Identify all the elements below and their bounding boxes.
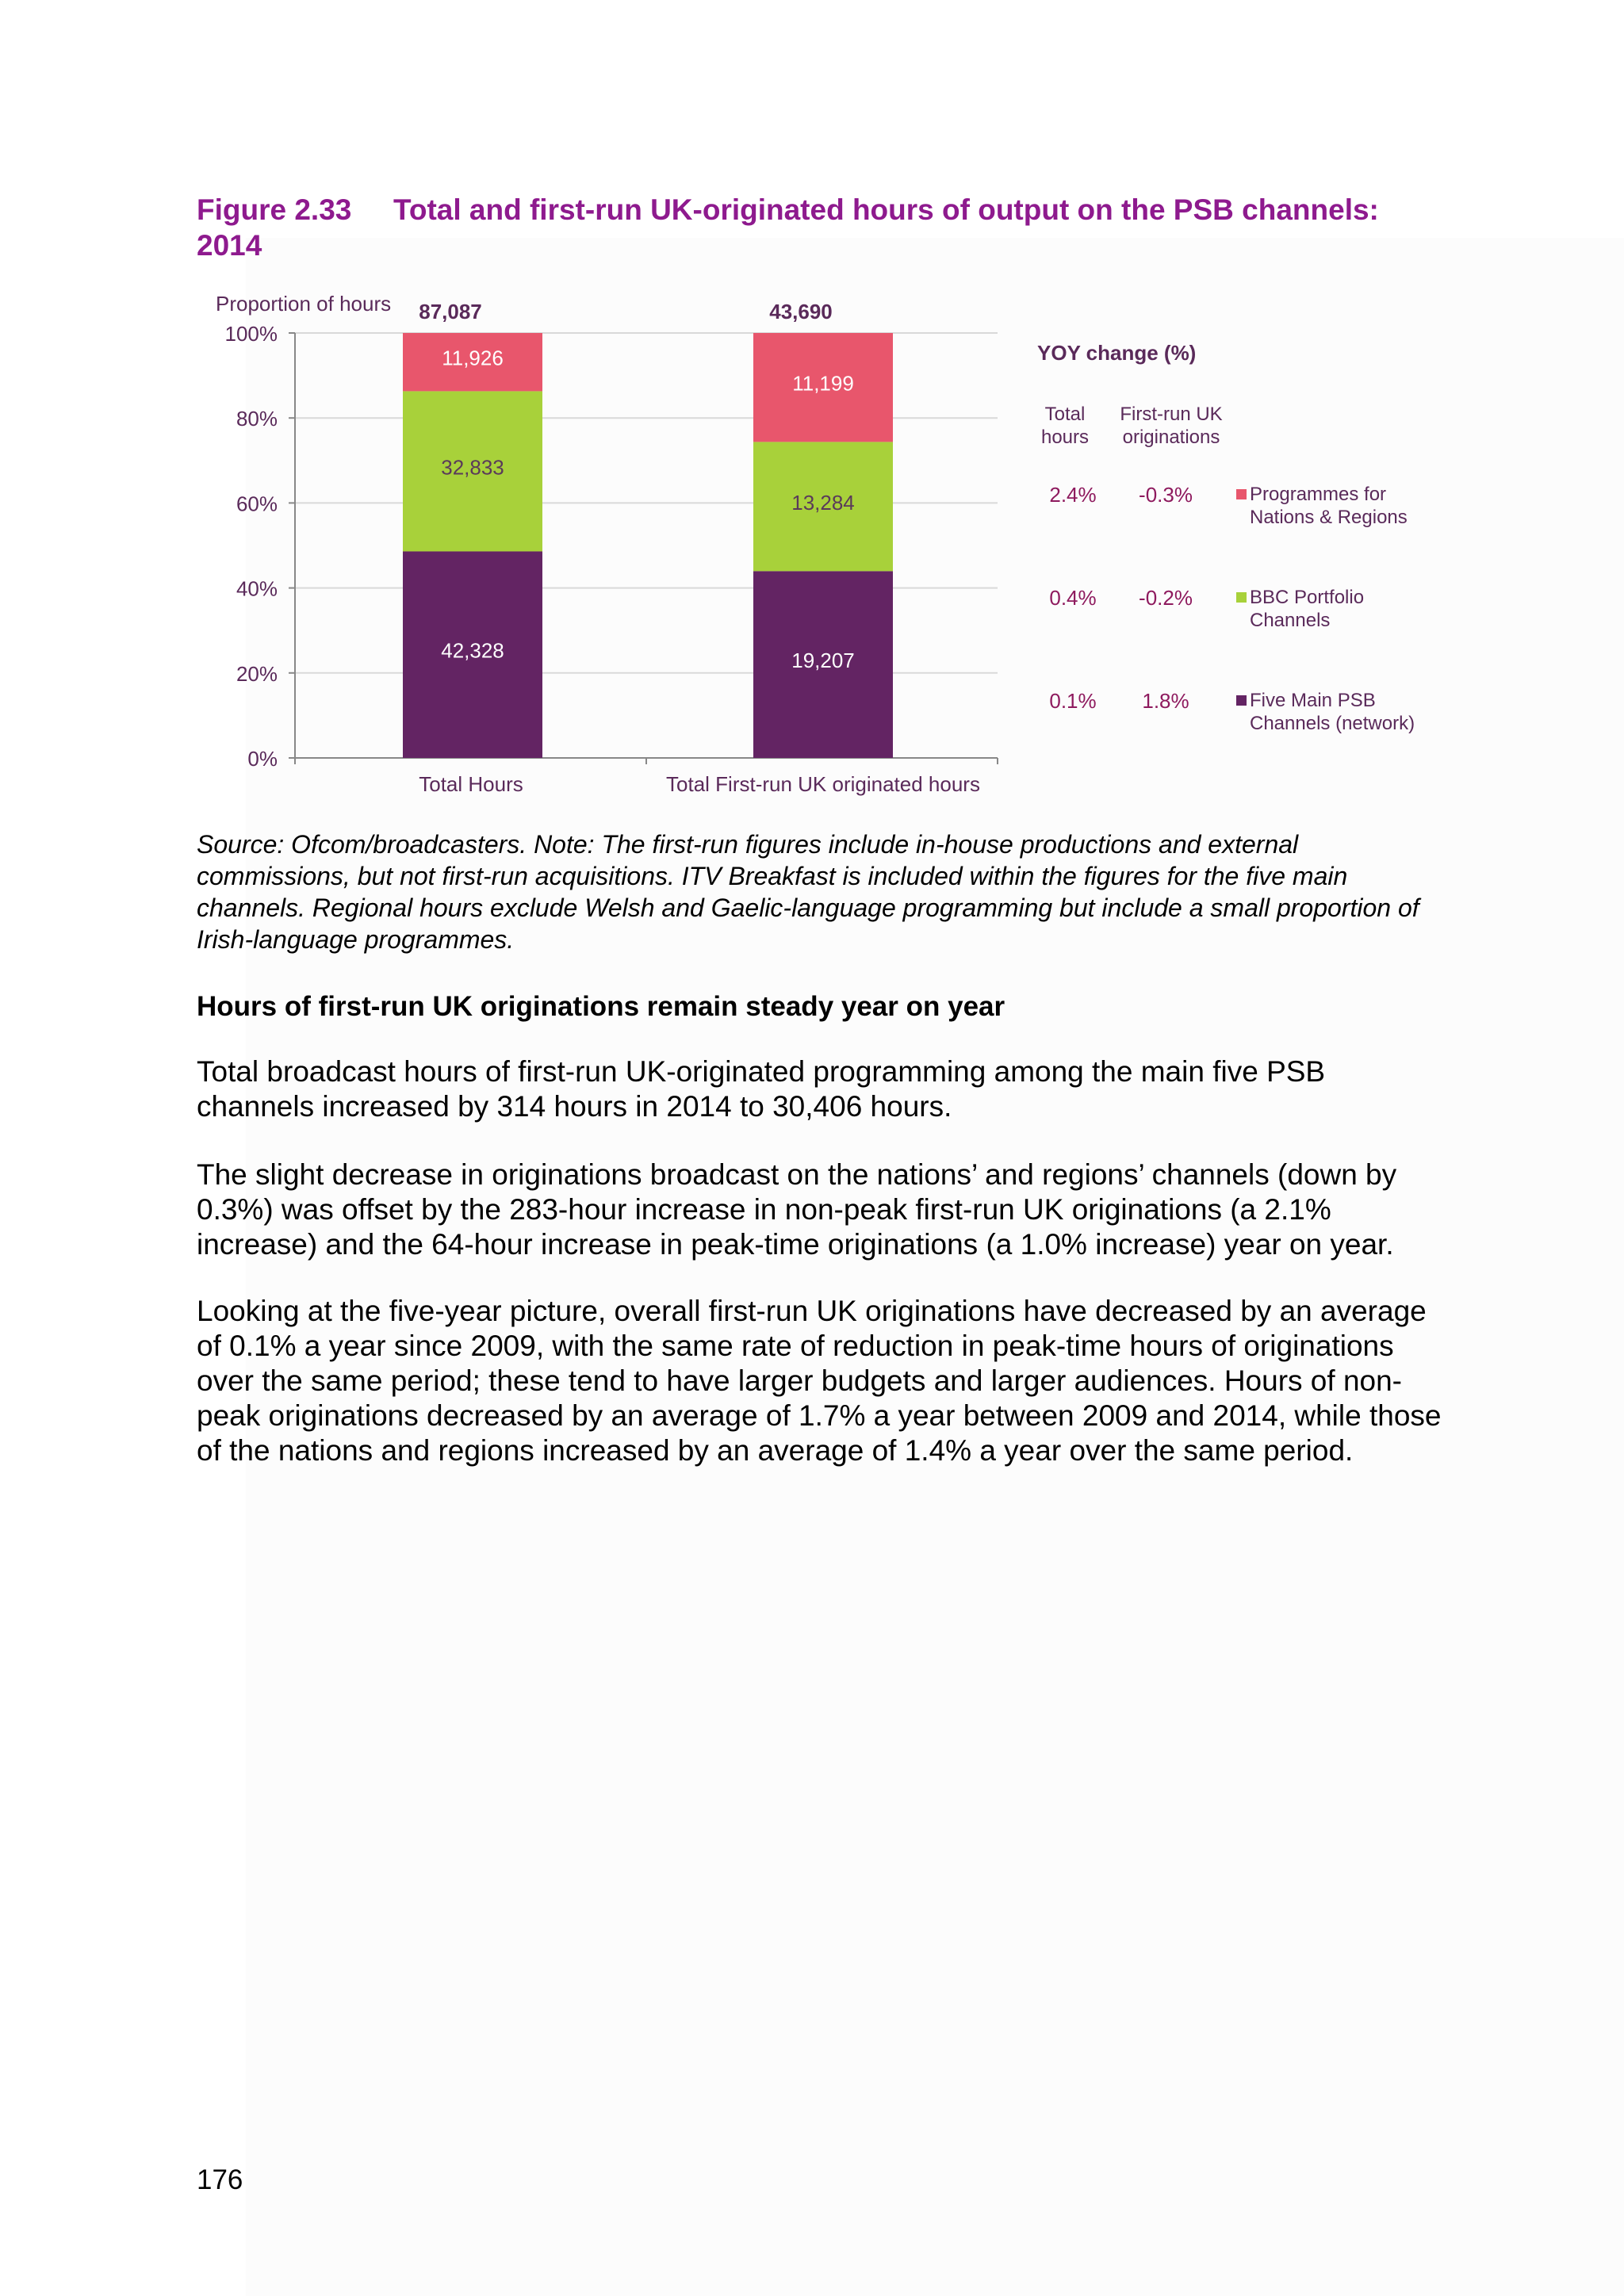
paragraph-2: The slight decrease in originations broadcast on the nations’ and regions’ channels (down by 0.3%) was offset by the 283-hour increase in non-peak first-run UK originations (a 2.1% increase) and the 64-hour increase in peak-time originations (a 1.0% increase) year on year. [197, 1158, 1397, 1261]
page-number: 176 [197, 2164, 243, 2195]
legend-label: Five Main PSB [1250, 690, 1376, 711]
paragraph-3: Looking at the five-year picture, overall first-run UK originations have decreased by an average of 0.1% a year since 2009, with the same rate of reduction in peak-time hours of originations over the same period; these tend to have larger budgets and larger audiences. Hours of non-peak originations decreased by an average of 1.7% a year between 2009 and 2014, while those of the nations and regions increased by an average of 1.4% a year over the same period. [197, 1295, 1442, 1467]
y-tick-label: 40% [236, 576, 278, 601]
legend-swatch [1236, 489, 1247, 499]
data-label: 11,926 [442, 346, 504, 370]
yoy-total-value: 0.4% [1049, 586, 1097, 610]
yoy-total-value: 0.1% [1049, 689, 1097, 713]
y-tick-label: 80% [236, 407, 278, 431]
y-tick-label: 20% [236, 661, 278, 686]
bar-total-label: 87,087 [419, 300, 482, 323]
yoy-col-header: originations [1122, 427, 1220, 448]
legend-label: Programmes for [1250, 484, 1387, 505]
yoy-title: YOY change (%) [1037, 341, 1197, 365]
legend-label: BBC Portfolio [1250, 587, 1365, 608]
paragraph-1: Total broadcast hours of first-run UK-originated programming among the main five PSB channels increased by 314 hours in 2014 to 30,406 hours. [197, 1055, 1326, 1123]
yoy-first-run-value: 1.8% [1142, 689, 1189, 713]
stacked-bar-chart [0, 0, 1624, 817]
data-label: 19,207 [791, 649, 855, 673]
yoy-total-value: 2.4% [1049, 483, 1097, 507]
source-note: Source: Ofcom/broadcasters. Note: The first-run figures include in-house productions and external commissions, but not first-run acquisitions. ITV Breakfast is included within the figures for the five main channels. Regional hours exclude Welsh and Gaelic-language programming but include a small proportion of Irish-language programmes. [197, 830, 1419, 954]
y-tick-label: 0% [247, 747, 278, 771]
y-tick-label: 100% [224, 322, 278, 346]
x-tick-label: Total Hours [419, 772, 523, 796]
figure-number: Figure 2.33 [197, 193, 352, 226]
yoy-col-header: hours [1040, 427, 1090, 448]
y-axis-label: Proportion of hours [216, 292, 392, 316]
legend-label: Channels (network) [1250, 713, 1415, 734]
data-label: 32,833 [441, 455, 504, 480]
legend-label: Nations & Regions [1250, 507, 1408, 528]
data-label: 13,284 [791, 490, 855, 515]
legend-swatch [1236, 695, 1247, 706]
section-heading: Hours of first-run UK originations remain steady year on year [197, 991, 1005, 1022]
yoy-first-run-value: -0.3% [1139, 483, 1193, 507]
data-label: 11,199 [792, 371, 854, 396]
y-tick-label: 60% [236, 492, 278, 516]
legend-swatch [1236, 592, 1247, 603]
figure-title-text: Total and first-run UK-originated hours of output on the PSB channels: 2014 [197, 193, 1379, 262]
yoy-col-header: Total [1044, 404, 1086, 425]
legend-label: Channels [1250, 610, 1331, 631]
yoy-col-header: First-run UK [1120, 404, 1223, 425]
data-label: 42,328 [441, 638, 504, 663]
x-tick-label: Total First-run UK originated hours [666, 772, 980, 796]
yoy-first-run-value: -0.2% [1139, 586, 1193, 610]
bar-total-label: 43,690 [769, 300, 833, 323]
